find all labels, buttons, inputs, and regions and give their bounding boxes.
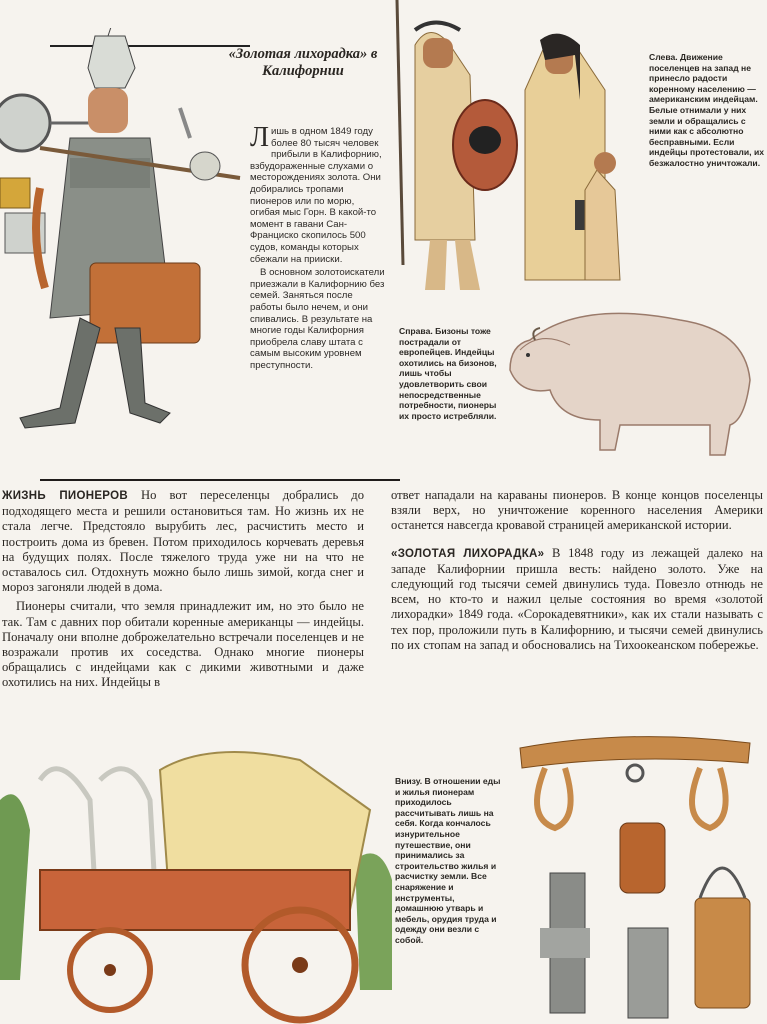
gold-rush-heading: «ЗОЛОТАЯ ЛИХОРАДКА» <box>391 547 545 560</box>
caption-right: Справа. Бизоны тоже пострадали от европейцев. Индейцы охотились на бизонов, лишь чтобы удовлетворить свои непосредственные потребности, пионеры их просто истребляли. <box>399 326 497 421</box>
gold-rush-box-title: «Золотая лихорадка» в Калифорнии <box>228 46 378 79</box>
gold-rush-paragraph <box>391 546 763 653</box>
pioneers-paragraph-2: Пионеры считали, что земля принадлежит им, но это было не так. Там с давних пор обитали коренные американцы — индейцы. Поначалу они вполне доброжелательно встречали поселенцев и не возражали против их соседства. Однако многие пионеры обращались с индейцами как с дикими животными и даже охотились на них. Индейцы в <box>2 599 364 690</box>
gold-rush-box-paragraph-1-text: ишь в одном 1849 году более 80 тысяч человек прибыли в Калифорнию, взбудораженные слухами о месторождениях золота. Они добирались тропами пионеров или по морю, огибая мыс Горн. В какой-то момент в гавани Сан-Франциско скопилось 500 судов, команды которых сбежали на прииски. <box>250 126 382 265</box>
pioneers-paragraph-3: ответ нападали на караваны пионеров. В конце концов поселенцы взяли верх, но уничтожение коренного населения Америки останется навсегда кровавой страницей американской истории. <box>391 488 763 533</box>
text-column-left <box>2 488 364 695</box>
gold-rush-paragraph-text: В 1848 году из лежащей далеко на западе Калифорнии пришла весть: найдено золото. Уже на следующий год тысячи семей двинулись туда. Повезло отнюдь не всем, но кто-то и нажил целые состояния во время «золотой лихорадки» 1849 года. «Сорокадевятники», как их стали называть с тех пор, проложили путь в Калифорнию, и тысячи семей двинулись по их стопам на запад и обосновались на Тихоокеанском побережье. <box>391 545 764 652</box>
native-americans-illustration <box>375 0 640 300</box>
section-rule <box>40 479 400 481</box>
text-column-right <box>391 488 763 657</box>
gold-rush-box-paragraph-1 <box>250 122 385 265</box>
pioneer-tools-illustration <box>510 728 767 1024</box>
bison-illustration <box>500 300 760 460</box>
pioneers-paragraph-1-text: Но вот переселенцы добрались до подходящего места и решили остановиться там. Но жизнь их не стала легче. Предстояло вырубить лес, расчистить место и построить дома из бревен. Потом приходилось корчевать деревья на будущих полях. После тяжелого труда уже ни на что не оставалось сил. Отдохнуть можно было лишь зимой, когда снег и мороз загоняли людей в дома. <box>2 488 364 595</box>
gold-rush-box-paragraph-2: В основном золотоискатели приезжали в Калифорнию без семей. Заняться после работы было нечем, и они спивались. В результате на многие годы Калифорния приобрела славу штата с самым высоким уровнем преступности. <box>250 267 385 371</box>
caption-left: Слева. Движение поселенцев на запад не принесло радости коренному населению — американским индейцам. Белые отнимали у них земли и обращались с ними как с абсолютно бесправными. Если индейцы протестовали, их безжалостно уничтожали. <box>649 52 765 168</box>
prospector-illustration <box>0 28 250 438</box>
caption-bottom: Внизу. В отношении еды и жилья пионерам приходилось рассчитывать лишь на себя. Когда кончалось изнурительное путешествие, они принимались за строительство жилья и расчистку земли. Все снаряжение и инструменты, домашнюю утварь и мебель, орудия труда и одежду они везли с собой. <box>395 776 501 945</box>
drop-cap: Л <box>250 122 269 153</box>
gold-rush-box-text <box>250 122 385 373</box>
covered-wagon-illustration <box>0 740 392 1024</box>
pioneers-paragraph-1 <box>2 488 364 595</box>
pioneers-heading: ЖИЗНЬ ПИОНЕРОВ <box>2 490 128 502</box>
